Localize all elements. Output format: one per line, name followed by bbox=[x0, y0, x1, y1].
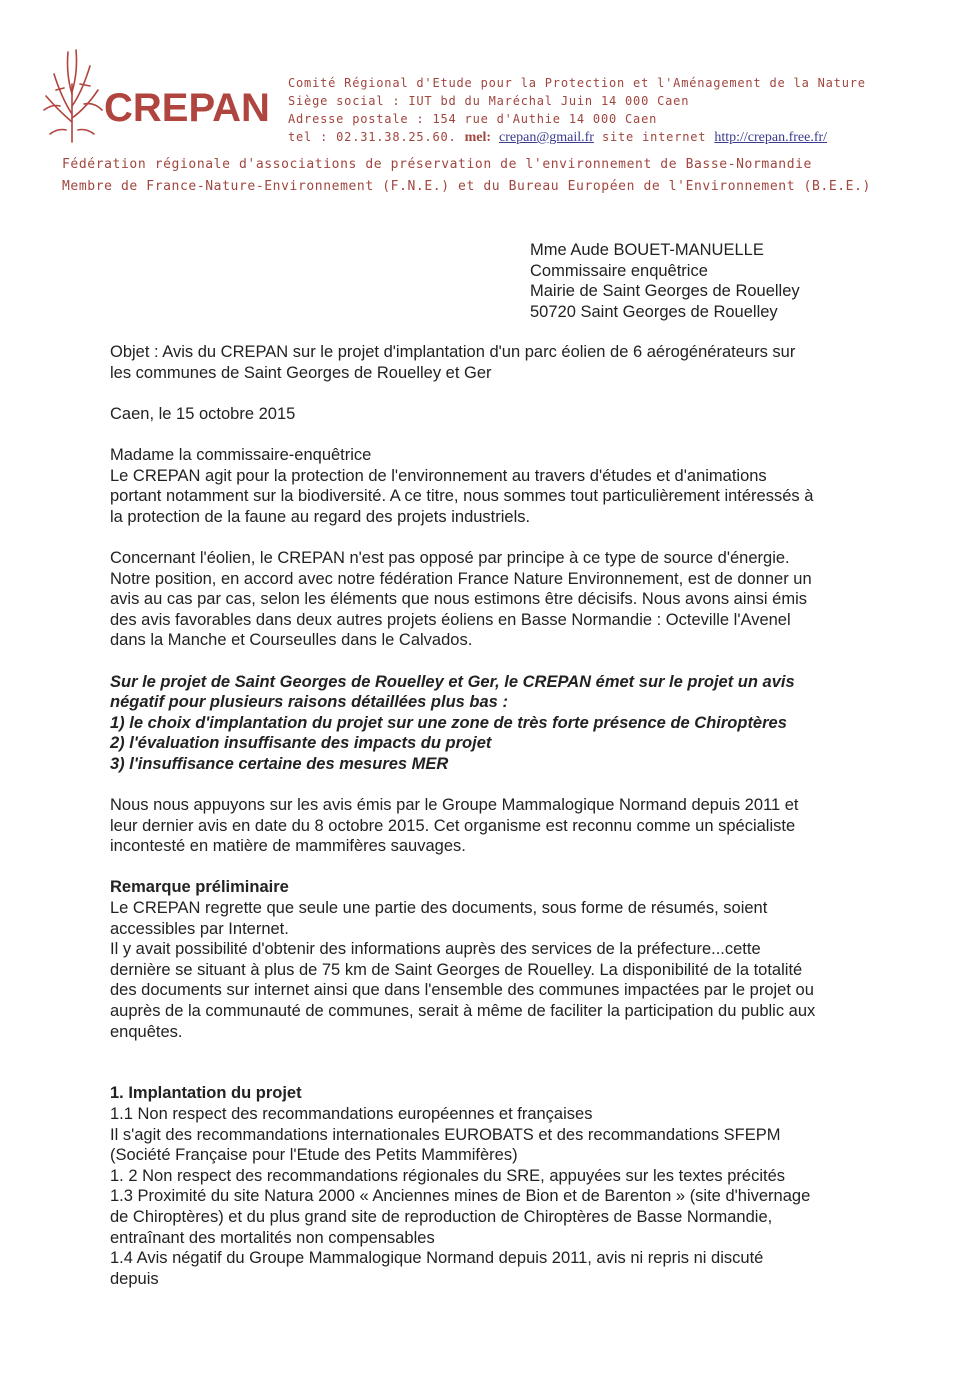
section-title: 1. Implantation du projet bbox=[110, 1084, 302, 1103]
recipient-line: Mme Aude BOUET-MANUELLE bbox=[530, 241, 764, 259]
section-line: (Société Française pour l'Etude des Petits Mammifères) bbox=[110, 1146, 518, 1165]
remark-line: enquêtes. bbox=[110, 1022, 183, 1041]
verdict-line: Sur le projet de Saint Georges de Rouelley et Ger, le CREPAN émet sur le projet un avis bbox=[110, 672, 795, 691]
section-line: 1.4 Avis négatif du Groupe Mammalogique Normand depuis 2011, avis ni repris ni discuté bbox=[110, 1249, 764, 1268]
website-link[interactable]: http://crepan.free.fr/ bbox=[714, 130, 828, 145]
verdict-reason: 2) l'évaluation insuffisante des impacts du projet bbox=[110, 734, 492, 753]
position-line: dans la Manche et Courseulles dans le Calvados. bbox=[110, 631, 473, 650]
site-label: site internet bbox=[601, 130, 707, 144]
letterhead-contact bbox=[288, 74, 908, 146]
support-line: leur dernier avis en date du 8 octobre 2015. Cet organisme est reconnu comme un spécialiste bbox=[110, 816, 796, 835]
intro-line: la protection de la faune au regard des projets industriels. bbox=[110, 507, 531, 526]
intro-line: portant notamment sur la biodiversité. A ce titre, nous sommes tout particulièrement intéressés à bbox=[110, 487, 814, 506]
section-line: 1.1 Non respect des recommandations européennes et françaises bbox=[110, 1104, 593, 1123]
tel-label: tel : 02.31.38.25.60. bbox=[288, 130, 457, 144]
recipient-address bbox=[530, 240, 930, 322]
remark-line: des documents sur internet ainsi que dans l'ensemble des communes impactées par le projet ou bbox=[110, 981, 814, 1000]
remark-line: accessibles par Internet. bbox=[110, 919, 289, 938]
recipient-line: Mairie de Saint Georges de Rouelley bbox=[530, 282, 800, 300]
remark-line: auprès de la communauté de communes, serait à même de faciliter la participation du public aux bbox=[110, 1002, 816, 1020]
verdict-reason: 3) l'insuffisance certaine des mesures MER bbox=[110, 754, 449, 773]
letter-body bbox=[110, 342, 910, 1289]
federation-line: Membre de France-Nature-Environnement (F.N.E.) et du Bureau Européen de l'Environnement (B.E.E.) bbox=[62, 179, 871, 194]
letterhead-contact-line bbox=[288, 128, 908, 146]
section-line: 1. 2 Non respect des recommandations régionales du SRE, appuyées sur les textes précités bbox=[110, 1166, 786, 1185]
recipient-line: Commissaire enquêtrice bbox=[530, 261, 708, 280]
position-line: Notre position, en accord avec notre fédération France Nature Environnement, est de donner un bbox=[110, 569, 812, 588]
letterhead-line: Siège social : IUT bd du Maréchal Juin 14 000 Caen bbox=[288, 94, 690, 108]
support-line: incontesté en matière de mammifères sauvages. bbox=[110, 837, 466, 856]
section-line: entraînant des mortalités non compensables bbox=[110, 1228, 435, 1247]
section-line: Il s'agit des recommandations internationales EUROBATS et des recommandations SFEPM bbox=[110, 1125, 781, 1144]
support-line: Nous nous appuyons sur les avis émis par le Groupe Mammalogique Normand depuis 2011 et bbox=[110, 796, 799, 815]
remark-title: Remarque préliminaire bbox=[110, 878, 289, 897]
crepan-logo bbox=[40, 44, 270, 144]
email-link[interactable]: crepan@gmail.fr bbox=[499, 130, 594, 145]
remark-line: Le CREPAN regrette que seule une partie des documents, sous forme de résumés, soient bbox=[110, 899, 768, 918]
org-name: CREPAN bbox=[104, 86, 270, 130]
tree-icon bbox=[40, 44, 110, 144]
remark-line: dernière se situant à plus de 75 km de Saint Georges de Rouelley. La disponibilité de la totalité bbox=[110, 960, 803, 979]
section-line: depuis bbox=[110, 1269, 159, 1288]
federation-line: Fédération régionale d'associations de préservation de l'environnement de Basse-Normandie bbox=[62, 157, 812, 172]
intro-line: Le CREPAN agit pour la protection de l'environnement au travers d'études et d'animations bbox=[110, 466, 767, 485]
letterhead-line: Comité Régional d'Etude pour la Protection et l'Aménagement de la Nature bbox=[288, 76, 866, 90]
letterhead-line: Adresse postale : 154 rue d'Authie 14 000 Caen bbox=[288, 112, 658, 126]
verdict-line: négatif pour plusieurs raisons détaillées plus bas : bbox=[110, 693, 508, 712]
mel-label: mel: bbox=[464, 130, 491, 145]
position-line: des avis favorables dans deux autres projets éoliens en Basse Normandie : Octeville l'Avenel bbox=[110, 610, 791, 629]
object-line: Objet : Avis du CREPAN sur le projet d'implantation d'un parc éolien de 6 aérogénérateurs sur bbox=[110, 343, 796, 361]
position-line: Concernant l'éolien, le CREPAN n'est pas opposé par principe à ce type de source d'énergie. bbox=[110, 548, 790, 567]
position-line: avis au cas par cas, selon les éléments que nous estimons être décisifs. Nous avons ainsi émis bbox=[110, 590, 808, 609]
salutation: Madame la commissaire-enquêtrice bbox=[110, 445, 372, 464]
date-line: Caen, le 15 octobre 2015 bbox=[110, 404, 296, 423]
federation-block bbox=[62, 154, 942, 198]
section-line: 1.3 Proximité du site Natura 2000 « Anciennes mines de Bion et de Barenton » (site d'hivernage bbox=[110, 1187, 811, 1206]
recipient-line: 50720 Saint Georges de Rouelley bbox=[530, 302, 778, 321]
object-line: les communes de Saint Georges de Rouelley et Ger bbox=[110, 363, 492, 382]
section-line: de Chiroptères) et du plus grand site de reproduction de Chiroptères de Basse Normandie, bbox=[110, 1207, 773, 1226]
verdict-reason: 1) le choix d'implantation du projet sur une zone de très forte présence de Chiroptères bbox=[110, 713, 787, 732]
remark-line: Il y avait possibilité d'obtenir des informations auprès des services de la préfecture...cette bbox=[110, 940, 761, 959]
